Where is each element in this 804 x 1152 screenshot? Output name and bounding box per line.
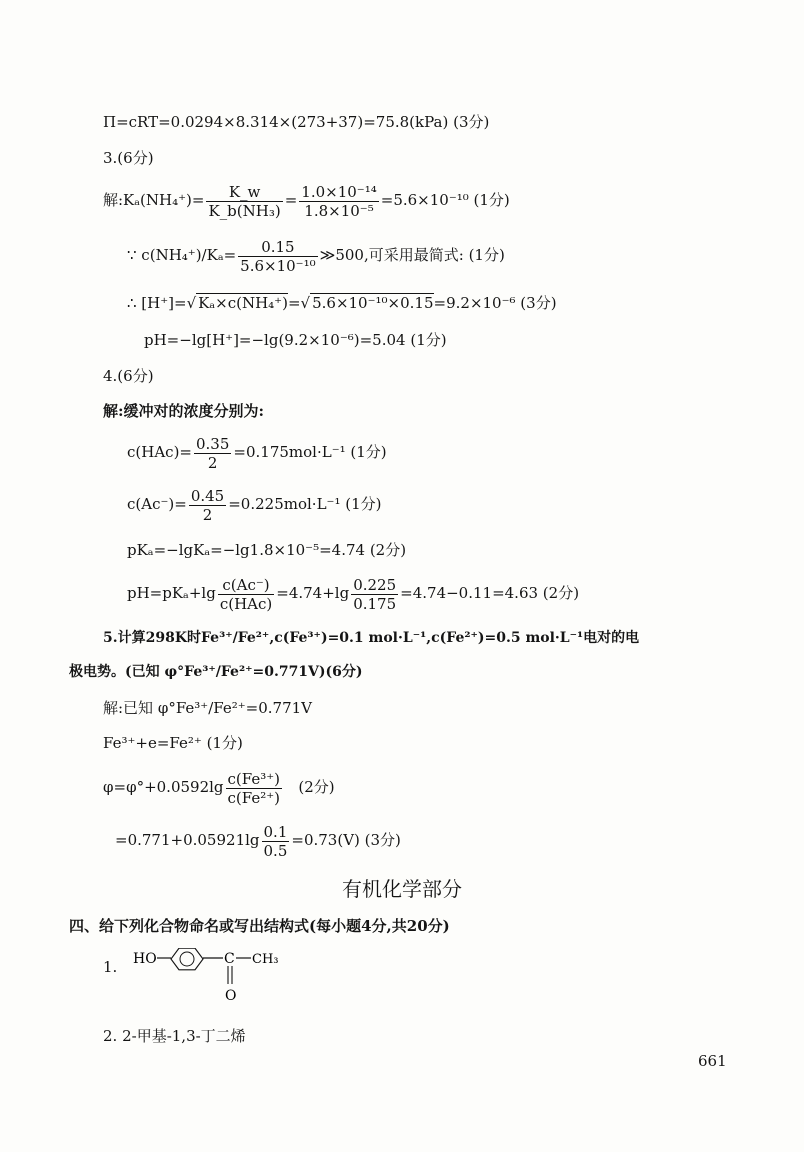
part4-heading: 四、给下列化合物命名或写出结构式(每小题4分,共20分) (69, 917, 450, 935)
q5-question-line-2: 极电势。(已知 φ°Fe³⁺/Fe²⁺=0.771V)(6分) (69, 664, 363, 680)
q4-ph-fraction-2 (351, 576, 398, 613)
q3-therefore-suffix: =9.2×10⁻⁶ (3分) (433, 294, 557, 312)
q4-ph-den2: 0.175 (353, 594, 397, 613)
hydroxyacetophenone-structure (133, 948, 303, 1008)
q4-ph-line (127, 573, 579, 613)
q4-header: 4.(6分) (103, 367, 154, 385)
q4-ph-suffix: =4.74−0.11=4.63 (2分) (400, 584, 580, 602)
q5-given-line: 解:已知 φ°Fe³⁺/Fe²⁺=0.771V (103, 699, 313, 717)
q4-ac-fraction (189, 487, 226, 524)
q4-hac-line (127, 432, 387, 472)
q5-calc-fraction (262, 823, 290, 860)
q4-ac-num: 0.45 (190, 486, 225, 505)
q5-calc-num: 0.1 (263, 822, 288, 841)
q4-hac-den: 2 (207, 453, 218, 472)
section-title: 有机化学部分 (342, 877, 462, 901)
q4-ac-suffix: =0.225mol·L⁻¹ (1分) (228, 495, 382, 513)
q4-ph-den1: c(HAc) (219, 594, 273, 613)
q5-calc-suffix: =0.73(V) (3分) (291, 831, 401, 849)
q5-nernst-line (103, 767, 335, 807)
q4-ph-num2: 0.225 (353, 575, 397, 594)
q4-ph-fraction-1 (218, 576, 274, 613)
q3-header: 3.(6分) (103, 149, 154, 167)
benzene-ring-inner (180, 952, 194, 966)
q3-therefore-mid: =√ (287, 294, 311, 312)
ho-label: HO (133, 951, 157, 967)
q4-hac-num: 0.35 (196, 434, 230, 453)
q3-ka-fraction-2 (299, 183, 378, 220)
q3-frac1-den: K_b(NH₃) (208, 201, 281, 220)
q4-ac-line (127, 484, 381, 524)
part4-item1-number: 1. (103, 958, 118, 976)
q3-because-fraction (238, 238, 317, 275)
q5-calc-den: 0.5 (263, 841, 288, 860)
q5-calc-prefix: =0.771+0.05921lg (115, 831, 260, 849)
q4-pka-line: pKₐ=−lgKₐ=−lg1.8×10⁻⁵=4.74 (2分) (127, 541, 407, 559)
q3-ka-prefix: 解:Kₐ(NH₄⁺)= (103, 191, 205, 209)
q3-ka-equation: 解:Kₐ(NH₄⁺)= $\frac{K\_w}{\text{K\_b(NH₃)}}$ = $\frac{\text{1.0×10⁻¹⁴}}{\text{1.8×10⁻⁵}}$ =5.6×10⁻¹⁰ (1分) (103, 182, 510, 220)
carbonyl-c-label: C (224, 951, 235, 967)
q5-nernst-prefix: φ=φ°+0.0592lg (103, 778, 224, 796)
q3-sqrt-1: Kₐ×c(NH₄⁺) (198, 294, 288, 312)
q3-ph-line: pH=−lg[H⁺]=−lg(9.2×10⁻⁶)=5.04 (1分) (144, 331, 447, 349)
q3-therefore-line (127, 293, 557, 313)
q4-hac-prefix: c(HAc)= (127, 443, 192, 461)
q3-frac2-den: 1.8×10⁻⁵ (304, 201, 374, 220)
q5-question-line-1: 5.计算298K时Fe³⁺/Fe²⁺,c(Fe³⁺)=0.1 mol·L⁻¹,c(Fe²⁺)=0.5 mol·L⁻¹电对的电 (103, 630, 640, 646)
q3-ka-fraction-1 (206, 183, 282, 220)
q3-because-den: 5.6×10⁻¹⁰ (240, 256, 316, 275)
q5-nernst-suffix: (2分) (298, 778, 335, 796)
q3-because-line (127, 235, 505, 275)
q3-sqrt-2: 5.6×10⁻¹⁰×0.15 (312, 294, 434, 312)
q5-calc-line (115, 820, 401, 860)
q4-ph-prefix: pH=pKₐ+lg (127, 584, 216, 602)
q3-because-prefix: ∵ c(NH₄⁺)/Kₐ= (127, 246, 237, 264)
q5-nernst-fraction (226, 770, 283, 807)
carbonyl-o-label: O (225, 988, 237, 1004)
benzene-ring (171, 948, 203, 970)
q4-ac-prefix: c(Ac⁻)= (127, 495, 187, 513)
osmotic-pressure-line: Π=cRT=0.0294×8.314×(273+37)=75.8(kPa) (3分) (103, 113, 490, 131)
page-number: 661 (698, 1052, 727, 1070)
q5-nernst-den: c(Fe²⁺) (227, 788, 281, 807)
q3-because-num: 0.15 (238, 238, 317, 257)
q3-ka-result: =5.6×10⁻¹⁰ (1分) (380, 191, 510, 209)
ch3-label: CH₃ (252, 952, 279, 967)
q4-ph-mid: =4.74+lg (276, 584, 350, 602)
q4-ac-den: 2 (202, 505, 213, 524)
part4-item2: 2. 2-甲基-1,3-丁二烯 (103, 1027, 246, 1045)
q4-intro: 解:缓冲对的浓度分别为: (103, 402, 265, 420)
q3-frac1-num: K_w (206, 183, 282, 202)
q5-nernst-num: c(Fe³⁺) (227, 769, 281, 788)
q5-reaction-line: Fe³⁺+e=Fe²⁺ (1分) (103, 734, 243, 752)
q3-because-suffix: ≫500,可采用最简式: (1分) (319, 246, 505, 264)
q3-therefore-prefix: ∴ [H⁺]=√ (127, 294, 197, 312)
q4-ph-num1: c(Ac⁻) (218, 576, 274, 595)
q4-hac-suffix: =0.175mol·L⁻¹ (1分) (233, 443, 387, 461)
q4-hac-fraction (194, 435, 231, 472)
q3-frac2-num: 1.0×10⁻¹⁴ (301, 182, 377, 201)
